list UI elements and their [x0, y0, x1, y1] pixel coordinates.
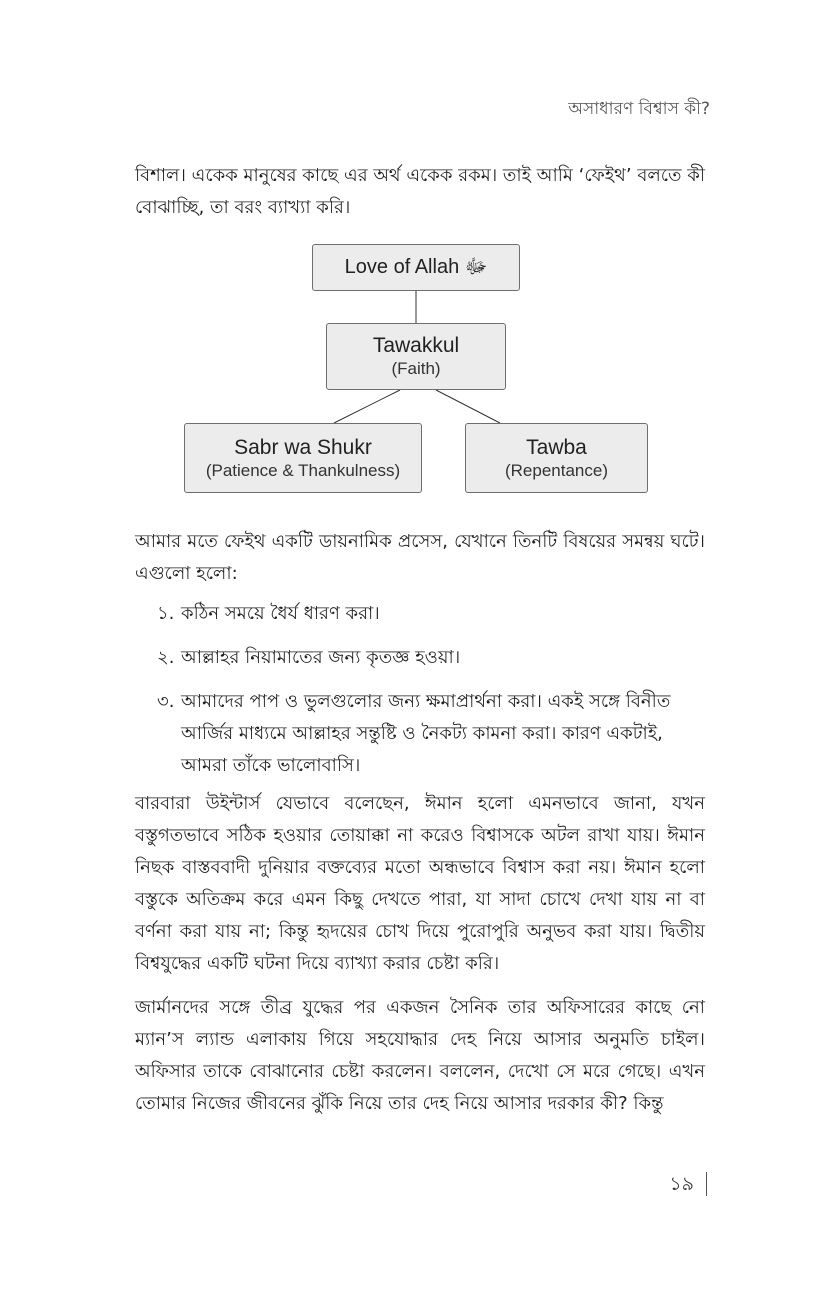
list-item-number: ১.	[157, 603, 175, 624]
node-sabr-title: Sabr wa Shukr	[234, 435, 372, 459]
node-sabr-subtitle: (Patience & Thankulness)	[205, 460, 401, 480]
intro-paragraph-text: বিশাল। একেক মানুষের কাছে এর অর্থ একেক রকম। তাই আমি ‘ফেইথ’ বলতে কী বোঝাচ্ছি, তা বরং ব্যাখ্যা করি।	[135, 165, 705, 218]
war-story-paragraph	[135, 992, 705, 1120]
diagram-node-sabr-wa-shukr	[184, 423, 422, 493]
node-tawakkul-subtitle: (Faith)	[391, 359, 441, 378]
war-story-text: জার্মানদের সঙ্গে তীব্র যুদ্ধের পর একজন সৈনিক তার অফিসারের কাছে নো ম্যান’স ল্যান্ড এলাকায় গিয়ে সহযোদ্ধার দেহ নিয়ে আসার অনুমতি চাইল। অফিসার তাকে বোঝানোর চেষ্টা করলেন। বললেন, দেখো সে মরে গেছে। এখন তোমার নিজের জীবনের ঝুঁকি নিয়ে তার দেহ নিয়ে আসার দরকার কী? কিন্তু	[135, 997, 705, 1114]
faith-process-paragraph	[135, 526, 705, 590]
diagram-node-tawba	[465, 423, 648, 493]
faith-process-text: আমার মতে ফেইথ একটি ডায়নামিক প্রসেস, যেখানে তিনটি বিষয়ের সমন্বয় ঘটে। এগুলো হলো:	[135, 531, 705, 584]
node-love-title: Love of Allah ﷻ	[344, 256, 488, 278]
iman-paragraph	[135, 788, 705, 980]
page-number: ১৯	[669, 1172, 707, 1196]
node-tawba-subtitle: (Repentance)	[504, 460, 608, 480]
list-item-text: আমাদের পাপ ও ভুলগুলোর জন্য ক্ষমাপ্রার্থনা করা। একই সঙ্গে বিনীত আর্জির মাধ্যমে আল্লাহর সন্তুষ্টি ও নৈকট্য কামনা করা। কারণ একটাই, আমরা তাঁকে ভালোবাসি।	[181, 691, 671, 776]
diagram-node-tawakkul	[326, 323, 506, 390]
iman-paragraph-text: বারবারা উইন্টার্স যেভাবে বলেছেন, ঈমান হলো এমনভাবে জানা, যখন বস্তুগতভাবে সঠিক হওয়ার তোয়াক্কা না করেও বিশ্বাসকে অটল রাখা যায়। ঈমান নিছক বাস্তববাদী দুনিয়ার বক্তব্যের মতো অন্ধভাবে বিশ্বাস করা নয়। ঈমান হলো বস্তুকে অতিক্রম করে এমন কিছু দেখতে পারা, যা সাদা চোখে দেখা যায় না বা বর্ণনা করা যায় না; কিন্তু হৃদয়ের চোখ দিয়ে পুরোপুরি অনুভব করা যায়। দ্বিতীয় বিশ্বযুদ্ধের একটি ঘটনা দিয়ে ব্যাখ্যা করার চেষ্টা করি।	[135, 793, 705, 974]
node-tawba-title: Tawba	[526, 435, 587, 459]
running-header: অসাধারণ বিশ্বাস কী?	[568, 99, 710, 119]
intro-paragraph	[135, 160, 705, 224]
list-item-number: ২.	[157, 647, 175, 668]
list-item-number: ৩.	[157, 691, 175, 712]
list-item-text: আল্লাহর নিয়ামাতের জন্য কৃতজ্ঞ হওয়া।	[181, 647, 461, 668]
connector-middle-to-left	[334, 390, 400, 423]
connector-middle-to-right	[436, 390, 500, 423]
list-item	[157, 642, 705, 674]
faith-components-list	[157, 598, 705, 794]
list-item	[157, 686, 705, 782]
diagram-node-love-of-allah	[312, 244, 520, 291]
list-item-text: কঠিন সময়ে ধৈর্য ধারণ করা।	[181, 603, 380, 624]
list-item	[157, 598, 705, 630]
node-tawakkul-title: Tawakkul	[372, 334, 460, 357]
